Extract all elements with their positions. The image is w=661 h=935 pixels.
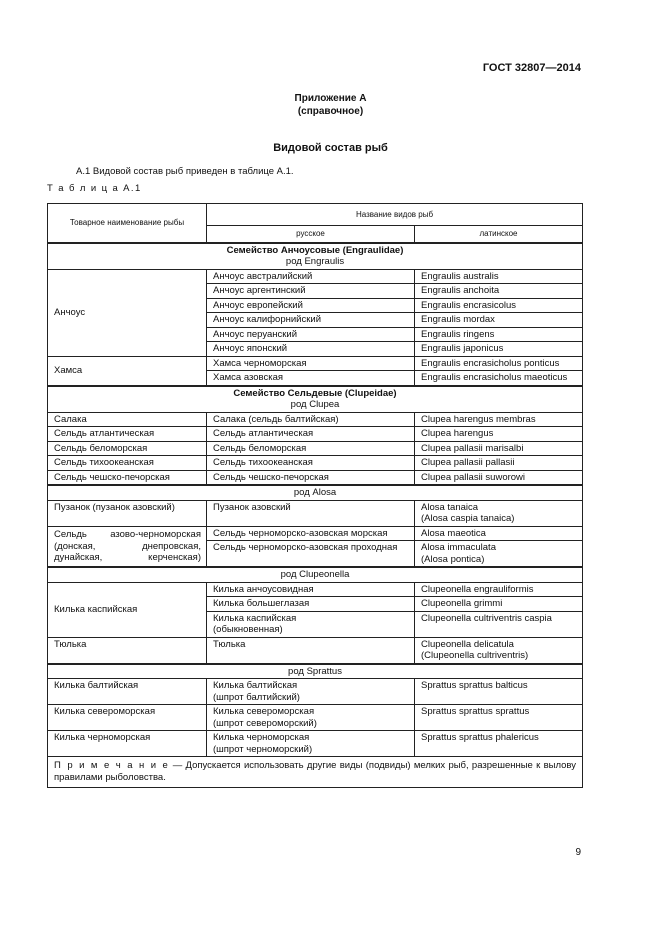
table-row [48, 412, 583, 427]
latin-name-cell: Engraulis encrasicholus maeoticus [415, 371, 583, 386]
russian-name-cell: Анчоус перуанский [207, 327, 415, 342]
latin-name-cell: Engraulis anchoita [415, 284, 583, 299]
trade-name-cell: Хамса [48, 356, 207, 386]
page-number: 9 [575, 847, 581, 858]
header-species-names: Название видов рыб [207, 204, 583, 226]
table-row [48, 582, 583, 597]
russian-name-cell: Анчоус аргентинский [207, 284, 415, 299]
genus-name: род Alosa [293, 487, 337, 498]
latin-name-cell: Clupea harengus membras [415, 412, 583, 427]
trade-name-cell: Сельдь тихоокеанская [48, 456, 207, 471]
latin-name-cell: Clupeonella engrauliformis [415, 582, 583, 597]
standard-number: ГОСТ 32807—2014 [482, 62, 581, 74]
trade-name-cell: Тюлька [48, 637, 207, 664]
trade-name-cell: Сельдь атлантическая [48, 427, 207, 442]
latin-name-cell: Clupea pallasii marisalbi [415, 441, 583, 456]
table-row [48, 456, 583, 471]
table-label: Т а б л и ц а А.1 [47, 183, 142, 194]
latin-name-cell: Alosa maeotica [415, 526, 583, 541]
genus-name: род Engraulis [285, 256, 345, 267]
section-header [48, 485, 583, 500]
russian-name-cell: Сельдь черноморско-азовская проходная [207, 541, 415, 568]
section-header [48, 664, 583, 679]
section-header [48, 567, 583, 582]
latin-name-cell: Sprattus sprattus balticus [415, 679, 583, 705]
table-row [48, 500, 583, 526]
russian-name-cell: Тюлька [207, 637, 415, 664]
family-name: Семейство Сельдевые (Clupeidae) [233, 387, 397, 399]
intro-paragraph: А.1 Видовой состав рыб приведен в таблице А.1. [76, 166, 294, 177]
latin-name-cell: Clupeonella cultriventris caspia [415, 611, 583, 637]
trade-name-cell: Килька черноморская [48, 731, 207, 757]
latin-name-cell: Sprattus sprattus phalericus [415, 731, 583, 757]
russian-name-cell: Пузанок азовский [207, 500, 415, 526]
russian-name-cell: Килька анчоусовидная [207, 582, 415, 597]
latin-name-cell: Clupea pallasii pallasii [415, 456, 583, 471]
document-title: Видовой состав рыб [273, 142, 388, 154]
russian-name-cell: Сельдь черноморско-азовская морская [207, 526, 415, 541]
species-table [47, 203, 583, 788]
section-header [48, 243, 583, 270]
section-header-row [48, 386, 583, 413]
header-trade-name: Товарное наименование рыбы [48, 204, 207, 243]
table-row [48, 441, 583, 456]
russian-name-cell: Анчоус европейский [207, 298, 415, 313]
russian-name-cell: Килька черноморская (шпрот черноморский) [207, 731, 415, 757]
table-row [48, 637, 583, 664]
table-row [48, 679, 583, 705]
trade-name-cell: Анчоус [48, 269, 207, 356]
russian-name-cell: Сельдь атлантическая [207, 427, 415, 442]
trade-name-cell: Пузанок (пузанок азовский) [48, 500, 207, 526]
genus-name: род Clupeonella [280, 569, 350, 580]
trade-name-cell: Сельдь беломорская [48, 441, 207, 456]
russian-name-cell: Анчоус японский [207, 342, 415, 357]
russian-name-cell: Анчоус австралийский [207, 269, 415, 284]
russian-name-cell: Килька большеглазая [207, 597, 415, 612]
table-body [48, 243, 583, 757]
table-row [48, 705, 583, 731]
latin-name-cell: Clupea pallasii suworowi [415, 470, 583, 485]
latin-name-cell: Sprattus sprattus sprattus [415, 705, 583, 731]
genus-name: род Sprattus [288, 665, 342, 677]
table-row [48, 356, 583, 371]
latin-name-cell: Engraulis ringens [415, 327, 583, 342]
russian-name-cell: Килька североморская (шпрот североморский) [207, 705, 415, 731]
latin-name-cell: Alosa immaculata (Alosa pontica) [415, 541, 583, 568]
table-row [48, 427, 583, 442]
header-latin: латинское [415, 226, 583, 243]
russian-name-cell: Килька каспийская (обыкновенная) [207, 611, 415, 637]
latin-name-cell: Engraulis mordax [415, 313, 583, 328]
latin-name-cell: Alosa tanaica (Alosa caspia tanaica) [415, 500, 583, 526]
latin-name-cell: Engraulis encrasicholus ponticus [415, 356, 583, 371]
russian-name-cell: Сельдь тихоокеанская [207, 456, 415, 471]
trade-name-cell: Килька балтийская [48, 679, 207, 705]
latin-name-cell: Clupea harengus [415, 427, 583, 442]
note-label: П р и м е ч а н и е [54, 760, 170, 771]
table-note [48, 757, 583, 788]
latin-name-cell: Clupeonella grimmi [415, 597, 583, 612]
russian-name-cell: Сельдь чешско-печорская [207, 470, 415, 485]
appendix-title: Приложение А [294, 93, 367, 104]
table-row [48, 470, 583, 485]
russian-name-cell: Сельдь беломорская [207, 441, 415, 456]
section-header-row [48, 243, 583, 270]
appendix-subtitle: (справочное) [297, 106, 364, 117]
section-header-row [48, 567, 583, 582]
latin-name-cell: Engraulis japonicus [415, 342, 583, 357]
russian-name-cell: Хамса азовская [207, 371, 415, 386]
russian-name-cell: Анчоус калифорнийский [207, 313, 415, 328]
trade-name-cell: Килька каспийская [48, 582, 207, 637]
section-header-row [48, 664, 583, 679]
table-row [48, 731, 583, 757]
trade-name-cell: Сельдь чешско-печорская [48, 470, 207, 485]
section-header-row [48, 485, 583, 500]
table-row [48, 269, 583, 284]
russian-name-cell: Салака (сельдь балтийская) [207, 412, 415, 427]
russian-name-cell: Килька балтийская (шпрот балтийский) [207, 679, 415, 705]
trade-name-cell: Сельдь азово-черноморская (донская, днепровская, дунайская, керченская) [48, 526, 207, 567]
section-header [48, 386, 583, 413]
note-text: — Допускается использовать другие виды (подвиды) мелких рыб, разрешенные к вылову правилами рыболовства. [54, 760, 576, 783]
trade-name-cell: Килька североморская [48, 705, 207, 731]
genus-name: род Clupea [290, 399, 340, 410]
latin-name-cell: Engraulis australis [415, 269, 583, 284]
appendix-heading [0, 92, 661, 118]
latin-name-cell: Engraulis encrasicolus [415, 298, 583, 313]
trade-name-cell: Салака [48, 412, 207, 427]
family-name: Семейство Анчоусовые (Engraulidae) [226, 244, 404, 256]
table-row [48, 526, 583, 541]
latin-name-cell: Clupeonella delicatula (Clupeonella cultriventris) [415, 637, 583, 664]
header-russian: русское [207, 226, 415, 243]
russian-name-cell: Хамса черноморская [207, 356, 415, 371]
